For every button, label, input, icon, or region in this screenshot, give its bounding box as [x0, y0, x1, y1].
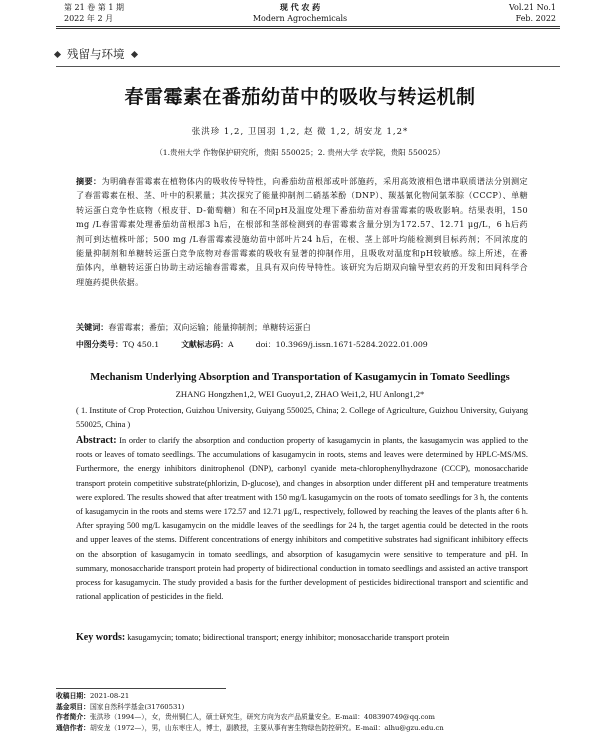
- header-volume-en: Vol.21 No.1: [509, 3, 556, 12]
- footnote-text: 张洪珍（1994—），女，贵州铜仁人，硕士研究生，研究方向为农产品质量安全。E-mail：408390749@qq.com: [89, 713, 435, 722]
- footnote-funding: [56, 702, 556, 713]
- footnote-label: 作者简介：: [56, 713, 90, 722]
- header-volume-cn: 第 21 卷 第 1 期: [64, 3, 124, 12]
- doi-label: doi：: [255, 340, 276, 349]
- authors-en: ZHANG Hongzhen1,2, WEI Guoyu1,2, ZHAO Wei1,2, HU Anlong1,2*: [175, 389, 425, 399]
- diamond-icon: [130, 50, 137, 57]
- abstract-cn-text: 为明确春雷霉素在植物体内的吸收传导特性，向番茄幼苗根部或叶部施药，采用高效液相色谱串联质谱法分别测定了春雷霉素在根、茎、叶中的积累量；其次探究了能量抑制剂二硝基苯酚（DNP）、羰基氰化物间氯苯腙（CCCP）、单糖转运蛋白竞争性底物（根皮苷、D-葡萄糖）和在不同pH及温度处理下番茄幼苗对春雷霉素的吸收影响。结果表明，150 mg /L春雷霉素处理番茄幼苗根部3 h后，在根部和茎部检测到的春雷霉素含量分别为172.57、12.71 μg/L，6 h后药剂可到达植株叶部；500 mg /L春雷霉素浸施幼苗中部叶片24 h后，在根、茎上部叶均能检测到目标药剂；不同浓度的能量抑制剂和单糖转运蛋白竞争底物对春雷霉素的吸收有显著的抑制作用，且吸收对温度和pH较敏感。综上所述，在番茄体内，单糖转运蛋白协助主动运输春雷霉素，且具有双向传导特性。该研究为后期双向输导型农药的开发和田间科学合理施药提供依据。: [76, 176, 528, 287]
- doc-value: A: [227, 340, 234, 349]
- article-title-cn: 春雷霉素在番茄幼苗中的吸收与转运机制: [124, 86, 476, 108]
- affiliation-en: ( 1. Institute of Crop Protection, Guizhou University, Guiyang 550025, China; 2. College of Agriculture, Guizhou University, Guiyang 550025, China ): [76, 406, 528, 429]
- doi-value: 10.3969/j.issn.1671-5284.2022.01.009: [275, 340, 428, 349]
- footnote-corresponding: [56, 723, 556, 733]
- footnote-author-bio: [56, 712, 556, 723]
- abstract-en: [76, 434, 528, 604]
- keywords-cn-label: 关键词：: [76, 322, 109, 332]
- running-header: [0, 0, 600, 26]
- classification-line: [76, 339, 428, 350]
- header-date-cn: 2022 年 2 月: [64, 14, 114, 23]
- header-rule: [56, 26, 560, 27]
- abstract-en-label: Abstract:: [76, 435, 117, 446]
- doc-label: 文献标志码：: [181, 340, 228, 349]
- keywords-en: [76, 632, 528, 643]
- header-center: [200, 2, 400, 24]
- doi: [256, 339, 428, 350]
- header-right: [509, 2, 556, 24]
- footnote-text: 胡安龙（1972—），男，山东枣庄人，博士，副教授，主要从事有害生物绿色防控研究。E-mail：alhu@gzu.edu.cn: [89, 723, 444, 732]
- clc-code: [76, 339, 159, 350]
- authors-cn: 张洪珍 1,2, 卫国羽 1,2, 赵 微 1,2, 胡安龙 1,2*: [191, 127, 409, 137]
- section-text: 残留与环境: [67, 47, 125, 61]
- header-left: [64, 2, 124, 24]
- header-rule-thin: [56, 28, 560, 29]
- abstract-cn: [76, 174, 528, 289]
- footnotes: [56, 691, 556, 733]
- article-title-en: Mechanism Underlying Absorption and Transportation of Kasugamycin in Tomato Seedlings: [90, 372, 510, 383]
- header-journal-cn: 现 代 农 药: [279, 3, 321, 12]
- keywords-en-text: kasugamycin; tomato; bidirectional transport; energy inhibitor; monosaccharide transport protein: [127, 633, 450, 642]
- footnote-rule: [56, 688, 226, 689]
- abstract-cn-label: 摘要：: [76, 176, 102, 186]
- footnote-text: 2021-08-21: [89, 692, 130, 700]
- footnote-label: 基金项目：: [56, 702, 90, 711]
- section-rule: [56, 66, 560, 67]
- keywords-cn: [76, 322, 528, 333]
- keywords-cn-text: 春雷霉素；番茄；双向运输；能量抑制剂；单糖转运蛋白: [108, 322, 311, 332]
- header-journal-en: Modern Agrochemicals: [252, 14, 348, 23]
- footnote-label: 收稿日期：: [56, 692, 90, 700]
- doc-code: [181, 339, 233, 350]
- keywords-en-label: Key words:: [76, 632, 126, 643]
- footnote-received: [56, 691, 556, 702]
- abstract-en-text: In order to clarify the absorption and conduction property of kasugamycin in plants, the kasugamycin was applied to the roots or leaves of tomato seedlings. The accumulations of kasugamycin in roots, stems and leaves were determined by HPLC-MS/MS. Furthermore, the energy inhibitors dinitrophenol (DNP), carbonyl cyanide meta-chlorophenylhydrazone (CCCP), monosaccharide transport protein competitive substrate(phlorizin, D-glucose), and changes in absorption under different pH and temperature treatments were explored. The results showed that after treatment with 150 mg/L kasugamycin on the roots of tomato seedlings for 3 h, the contents of kasugamycin in the roots and stems were 172.57 and 12.71 μg/L, respectively, followed by reaching the leaves of the plants after 6 h. After spraying 500 mg/L kasugamycin on the middle leaves of the seedlings for 24 h, the target agentia could be detected in the roots and upper leaves of the stems. Different concentrations of energy inhibitors and competitive substrates had significant inhibitory effects on the absorption of kasugamycin in tomato seedlings, and absorption of kasugamycin were sensitive to temperature and pH. In summary, monosaccharide transport protein had property of bidirectional conduction in tomato seedlings and assisted an active transport process for kasugamycin. The study provided a basis for the further development of pesticides bidirectional transport and scientific and rational application of pesticides in the field.: [76, 436, 529, 602]
- diamond-icon: [54, 50, 61, 57]
- affiliation-cn: （1.贵州大学 作物保护研究所，贵阳 550025；2. 贵州大学 农学院，贵阳 550025）: [155, 148, 445, 157]
- header-date-en: Feb. 2022: [515, 14, 556, 23]
- clc-value: TQ 450.1: [122, 340, 160, 349]
- section-label: [52, 46, 140, 62]
- clc-label: 中图分类号：: [76, 340, 123, 349]
- footnote-label: 通信作者：: [56, 723, 90, 732]
- footnote-text: 国家自然科学基金(31760531): [89, 702, 185, 711]
